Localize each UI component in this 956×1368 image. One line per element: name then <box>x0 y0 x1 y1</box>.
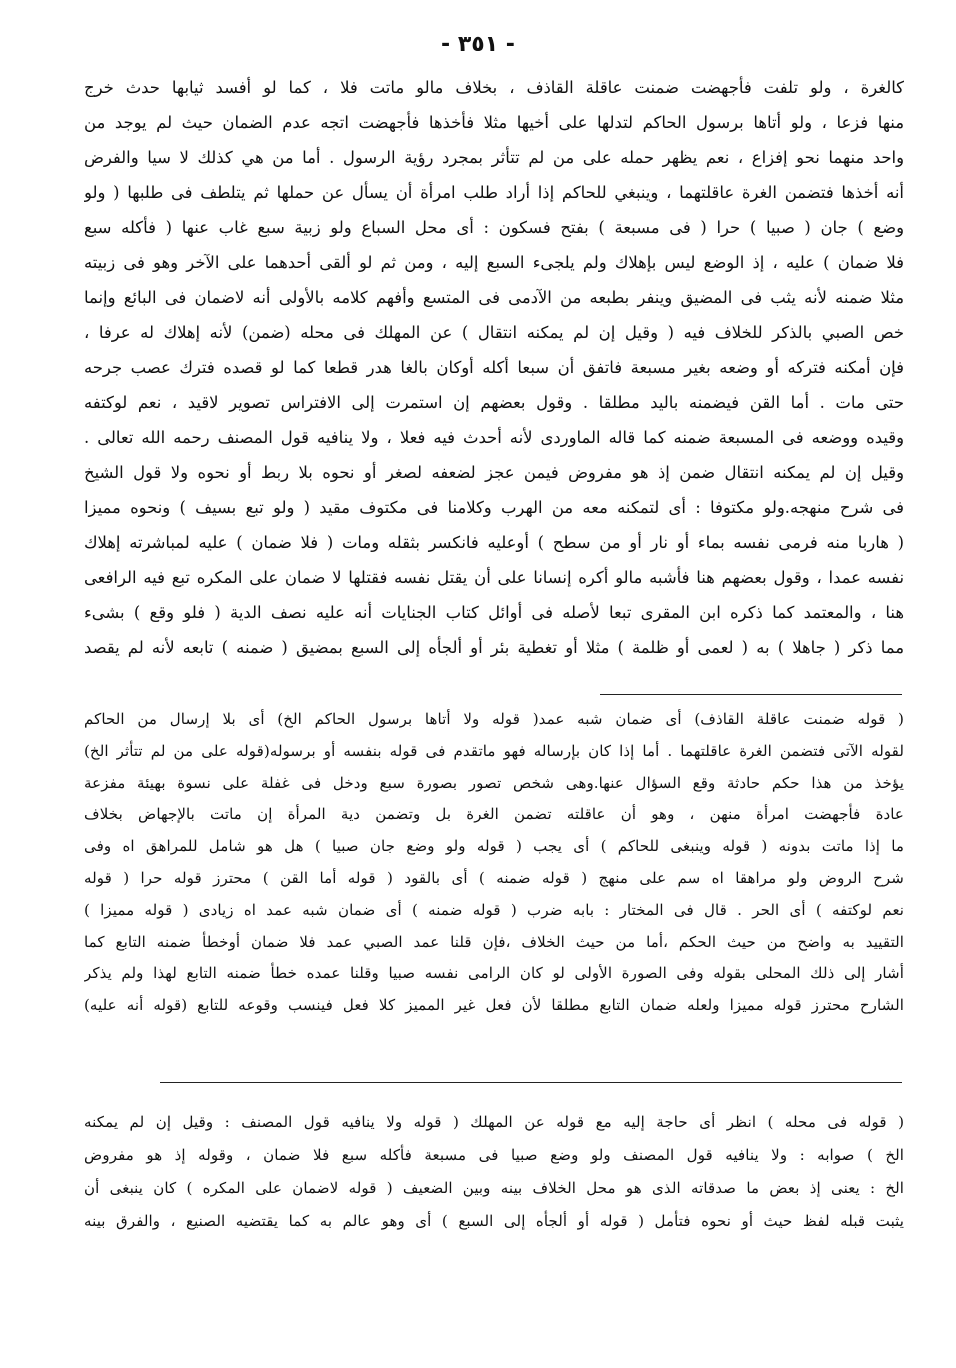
commentary-line: يثبت قبله لفظ حيث أو نحوه فتأمل ( قوله أو ألجأه إلى السبع ) أى وهو عالم به كما يقتضيه الصنيع ، والفرق بينه <box>84 1212 904 1230</box>
commentary-line: ( قوله فى محله ) انظر أى حاجة إليه مع قوله عن المهلك ( قوله ولا ينافيه قول المصنف : وقيل إن لم يمكنه <box>84 1113 904 1131</box>
commentary-line: عادة فأجهضت امرأة منهن ، وهو أن عاقلته تضمن الغرة بل وتضمن دية المرأة إن ماتت بالإجهاض بخلاف <box>84 805 904 824</box>
main-text-line: فإن أمكنه فتركه أو وضعه بغير مسبعة فاتفق أن سبعا أكله أوكان بالغا هدر قطعا كما لو قصده فترك عصب جرحه <box>84 358 904 377</box>
main-text-line: خص الصبي بالذكر للخلاف فيه ( وقيل إن لم يمكنه انتقال ) عن المهلك فى محله (ضمن) لأنه إهلاك له عرفا ، <box>84 323 904 342</box>
commentary-line: لقوله الآتى فتضمن الغرة عاقلتهما . أما إذا كان بإرساله فهو ماتقدم فى قوله بنفسه أو برسوله(قوله على من لم تتأثر الخ) <box>84 741 904 760</box>
main-text-line: هنا ، والمعتمد كما ذكره ابن المقرى تبعا لأصله فى أوائل كتاب الجنايات أنه عليه نصف الدية ( فلو وقع ) بشىء <box>84 603 904 622</box>
section-divider <box>600 694 902 695</box>
commentary-line: شرح الروض ولو مراهقا اه سم على منهج ( قوله ضمنه ) أى بالقود ( قوله أما القن ) محترز قوله حرا ( قوله <box>84 868 904 887</box>
commentary-line: نعم لوكتفه ) أى الحر . قال فى المختار : بابه ضرب ( قوله ضمنه ) أى ضمان شبه عمد اه زيادى ( قوله مميزا ) <box>84 900 904 919</box>
main-text-line: نفسه عمدا ، وقول بعضهم هنا فأشبه مالو أكره إنسانا على أن يقتل نفسه فقتلها لا ضمان على المكره تبع فيه الرافعى <box>84 568 904 587</box>
main-text-line: حتى مات . أما القن فيضمنه باليد مطلقا . وقول بعضهم إن استمرت إلى الافتراس تصوير لاقيد ، نعم لوكتفه <box>84 393 904 412</box>
commentary-line: التقييد به واضح من حيث الحكم ،أما من حيث الخلاف ،فإن قلنا عمد الصبي عمد فلا ضمان أوخطأ ضمنه التابع كما <box>84 932 904 951</box>
main-text-line: وقيل إن لم يمكنه انتقال ضمن إذ هو مفروض فيمن عجز لضعفه لصغر أو نحوه بلا ربط أو نحوه ولا قول الشيخ <box>84 463 904 482</box>
main-text-line: ( هاربا منه فرمى نفسه بماء أو نار أو من سطح ) أوعليه فانكسر بثقله ومات ( فلا ضمان ) عليه لمباشرته إهلاك <box>84 533 904 552</box>
page-number: - ٣٥١ - <box>441 32 515 57</box>
main-text-line: مثلا ضمنه لأنه يثب فى المضيق وينفر بطبعه من الآدمى فى المتسع وأفهم كلامه بالأولى أنه لاضمان فى البائع وإنما <box>84 288 904 307</box>
main-text-line: وقيده ووضعه فى المسبعة ضمنه كما قاله الماوردى لأنه أحدث فيه فعلا ، ولا ينافيه قول المصنف رحمه الله تعالى . <box>84 428 904 447</box>
main-text-line: فلا ضمان ) عليه ، إذ الوضع ليس بإهلاك ولم يلجىء السبع إليه ، ومن ثم لو ألقى أحدهما على الآخر وهو فى زبيته <box>84 253 904 272</box>
main-text-line: كالغرة ، ولو تلفت فأجهضت ضمنت عاقلة القاذف ، بخلاف مالو ماتت فلا ، كما لو أفسد ثيابها حدث خرج <box>84 78 904 97</box>
commentary-line: أشار إلى ذلك المحلى بقوله وفى الصورة الأولى لو كان الرامى نفسه صبيا وقلنا عمده خطأ ضمنه التابع لهذا ولم يذكر <box>84 964 904 983</box>
main-text-line: فى شرح منهجه.ولو مكتوفا : أى لتمكنه معه من الهرب وكلامنا فى مكتوف مقيد ( ولو تبع بسيف ) ونحوه مميزا <box>84 498 904 517</box>
main-text-block <box>84 70 904 665</box>
main-text-line: أنه أخذها فتضمن الغرة عاقلتهما ، وينبغي للحاكم إذا أراد طلب امرأة أن يسأل عن حملها ثم يتلطف فى طلبها ( ولو <box>84 183 904 202</box>
main-text-line: مما ذكر ( جاهلا ) به ( لعمى أو ظلمة ) مثلا أو تغطية بئر أو ألجأه إلى السبع بمضيق ( ضمنه ) تابعه لأنه لم يقصد <box>84 638 904 657</box>
commentary-line: الخ ) صوابه : ولا ينافيه قول المصنف ولو وضع صبيا فى مسبعة فأكله سبع فلا ضمان ، وقوله إذ هو مفروض <box>84 1146 904 1164</box>
section-divider <box>160 1082 902 1083</box>
commentary-block-2 <box>84 1106 904 1238</box>
commentary-line: ( قوله ضمنت عاقلة القاذف) أى ضمان شبه عمد( قوله ولا أتاها برسول الحاكم الخ) أى بلا إرسال من الحاكم <box>84 710 904 728</box>
commentary-line: يؤخذ من هذا حكم حادثة وقع السؤال عنها.وهى شخص تصور بصورة سبع ودخل فى غفلة على نسوة بهيئة مفزعة <box>84 773 904 792</box>
commentary-line: ما إذا ماتت بدونه ( قوله وينبغى للحاكم ) أى يجب ( قوله ولو وضع جان صبيا ) هل هو شامل للمراهق اه وفى <box>84 837 904 856</box>
main-text-line: واحد منهما نحو إفزاع ، نعم يظهر حمله على من لم تتأثر بمجرد رؤية الرسول . أما من هي كذلك لا سيا والفرض <box>84 148 904 167</box>
main-text-line: وضع ) جان ( صبيا ) حرا ( فى مسبعة ) بفتح فسكون : أى محل السباع ولو زبية سبع غاب عنها ( فأكله سبع <box>84 218 904 237</box>
commentary-line: الشارح محترز قوله مميزا ولعله ضمان التابع مطلقا لأن فعل غير المميز كلا فعل فينسب وقوعه للتابع (قوله أنه عليه) <box>84 996 904 1015</box>
commentary-block-1 <box>84 704 904 1022</box>
main-text-line: منها فزعا ، ولو أتاها برسول الحاكم لتدلها على أخيها مثلا فأخذها فأجهضت اتجه عدم الضمان حيث لم يوجد من <box>84 113 904 132</box>
commentary-line: الخ : يعنى إذ بعض ما صدقاته الذى هو محل الخلاف بينه وبين الضعيف ( قوله لاضمان على المكره ) كان ينبغى أن <box>84 1179 904 1197</box>
